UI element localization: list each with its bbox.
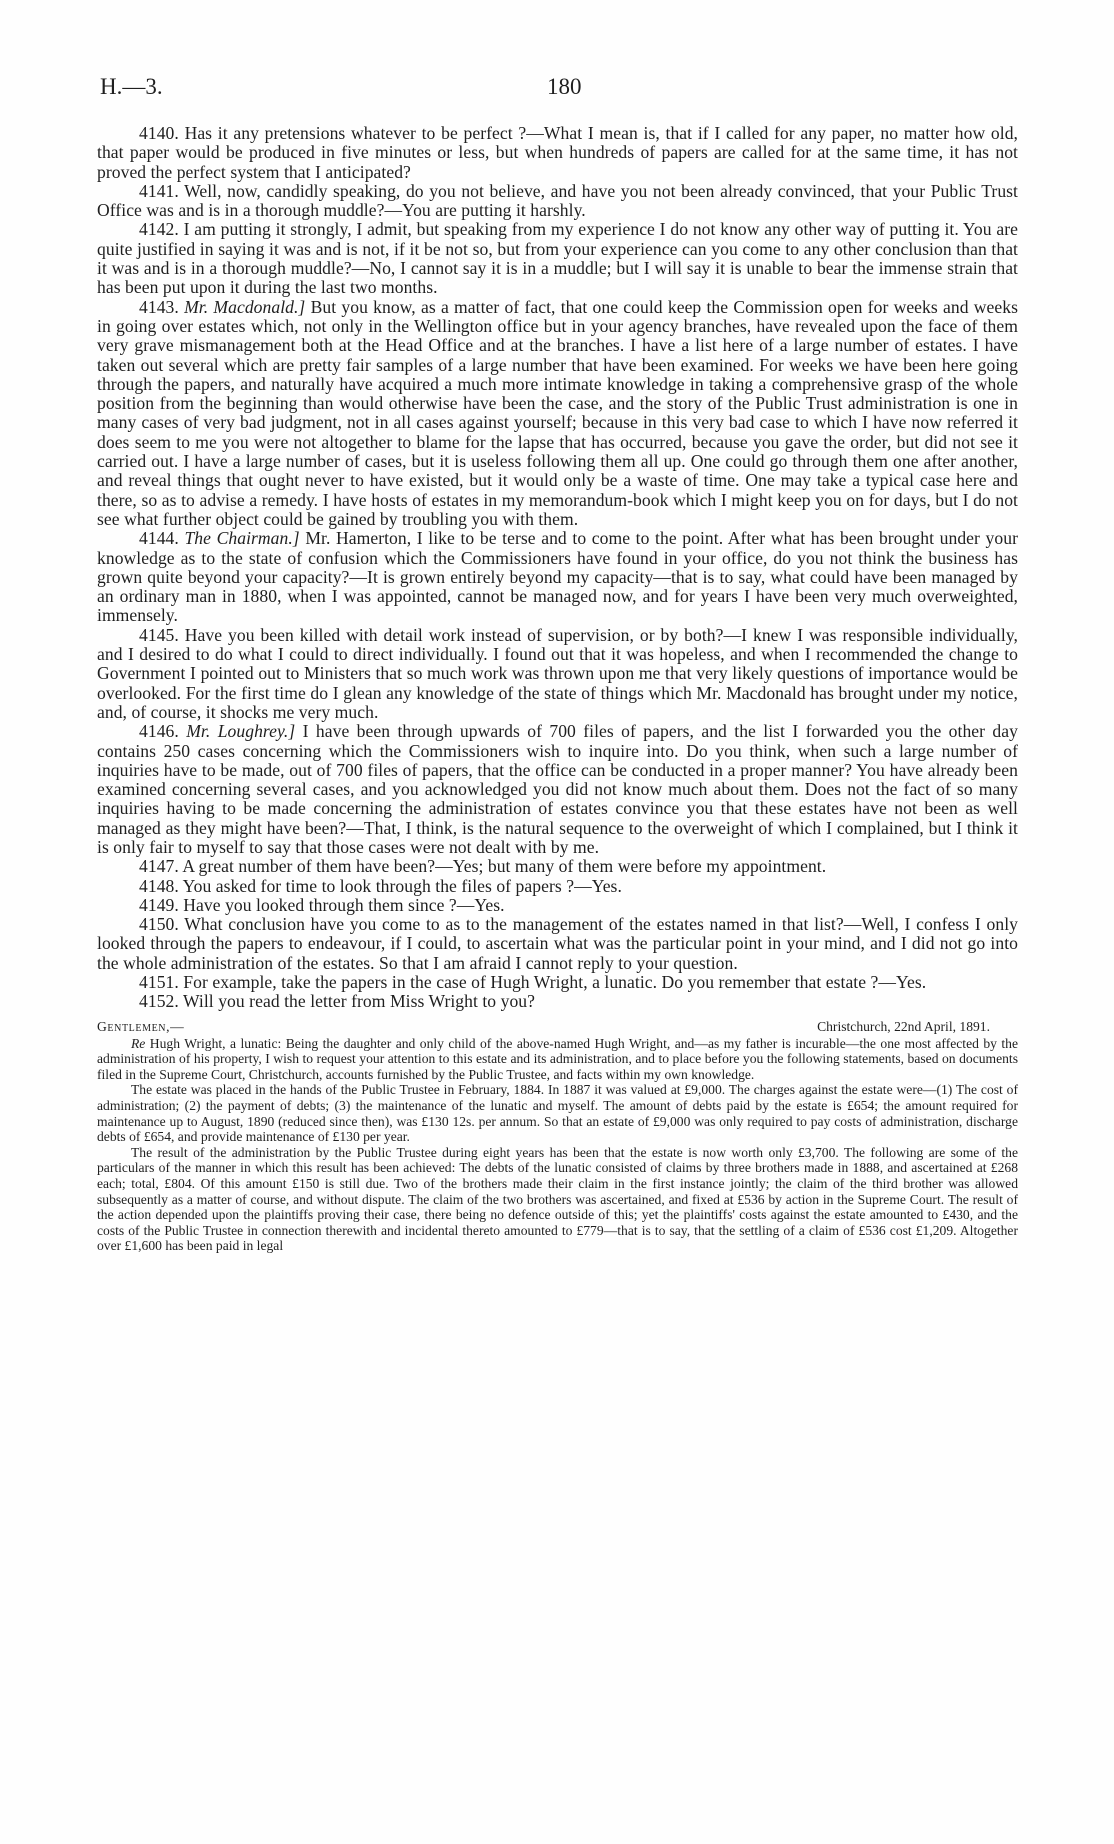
question-number: 4150.: [139, 914, 179, 935]
letter-paragraph-text: The estate was placed in the hands of the Public Trustee in February, 1884. In 1887 it was valued at £9,000. The charges against the estate were—(1) The cost of administration; (2) the payment of debts; (3) the maintenance of the lunatic and myself. The amount of debts paid by the estate is £654; the amount required for maintenance up to August, 1890 (reduced since then), was £130 12s. per annum. So that an estate of £9,000 was only required to pay costs of administration, discharge debts of £654, and provide maintenance of £130 per year.: [97, 1082, 1018, 1145]
question-4142: [97, 220, 1018, 297]
question-number: 4140.: [139, 123, 179, 143]
letter-salutation: Gentlemen,—: [97, 1018, 185, 1034]
question-number: 4142.: [139, 219, 179, 240]
question-text: Have you been killed with detail work instead of supervision, or by both?—I knew I was responsible individually, and I desired to do what I could to direct individually. I found out that it was hopeless, and when I recommended the change to Government I pointed out to Ministers that so much work was thrown upon me that very likely questions of importance would be overlooked. For the first time do I glean any knowledge of the state of things which Mr. Macdonald has brought under my notice, and, of course, it shocks me very much.: [97, 624, 1018, 722]
quoted-letter: [97, 1018, 1018, 1254]
letter-paragraph: [97, 1036, 1018, 1083]
question-4150: [97, 915, 1018, 973]
letter-paragraph: [97, 1082, 1018, 1144]
question-4140: [97, 124, 1018, 182]
question-4151: [97, 973, 1018, 992]
letter-paragraph-text: The result of the administration by the Public Trustee during eight years has been that the estate is now worth only £3,700. The following are some of the particulars of the manner in which this result has been achieved: The debts of the lunatic consisted of claims by three brothers made in 1888, and ascertained at £268 each; total, £804. Of this amount £150 is still due. Two of the brothers made their claim in the first instance jointly; the claim of the third brother was allowed subsequently as a matter of course, and without dispute. The claim of the two brothers was ascertained, and fixed at £536 by action in the Supreme Court. The result of the action depended upon the plaintiffs proving their case, there being no defence outside of this; yet the plaintiffs' costs against the estate amounted to £430, and the costs of the Public Trustee in connection therewith and incidental thereto amounted to £779—that is to say, that the settling of a claim of £536 cost £1,209. Altogether over £1,600 has been paid in legal: [97, 1144, 1018, 1254]
speaker-name: Mr. Macdonald.]: [184, 296, 306, 317]
question-4149: [97, 896, 1018, 915]
question-text: Well, now, candidly speaking, do you not believe, and have you not been already convinced, that your Public Trust Office was and is in a thorough muddle?—You are putting it harshly.: [97, 180, 1018, 221]
question-4143: [97, 298, 1018, 530]
question-text: I am putting it strongly, I admit, but speaking from my experience I do not know any other way of putting it. You are quite justified in saying it was and is not, if it be not so, but from your experience can you come to any other conclusion than that it was and is in a thorough muddle?—No, I cannot say it is in a muddle; but I will say it is unable to bear the immense strain that has been put upon it during the last two months.: [97, 219, 1018, 298]
letter-paragraph-text: Hugh Wright, a lunatic: Being the daughter and only child of the above-named Hugh Wright, and—as my father is incurable—the one most affected by the administration of his property, I wish to request your attention to this estate and its administration, and to place before you the following statements, based on documents filed in the Supreme Court, Christchurch, accounts furnished by the Public Trustee, and facts within my own knowledge.: [97, 1035, 1018, 1082]
letter-paragraph: [97, 1145, 1018, 1254]
letter-dateline: Christchurch, 22nd April, 1891.: [817, 1018, 990, 1034]
question-4141: [97, 182, 1018, 221]
document-reference: H.—3.: [100, 74, 163, 99]
page-number: 180: [547, 74, 582, 99]
question-4145: [97, 626, 1018, 722]
question-text: Will you read the letter from Miss Wright to you?: [182, 991, 536, 1012]
question-4144: [97, 529, 1018, 625]
page-header: [97, 68, 1018, 104]
question-text: A great number of them have been?—Yes; but many of them were before my appointment.: [182, 856, 827, 877]
question-4146: [97, 722, 1018, 857]
question-text: For example, take the papers in the case of Hugh Wright, a lunatic. Do you remember that estate ?—Yes.: [183, 972, 927, 993]
question-text: Have you looked through them since ?—Yes.: [183, 894, 505, 915]
question-4147: [97, 857, 1018, 876]
question-number: 4148.: [139, 875, 179, 896]
question-number: 4149.: [139, 894, 179, 915]
question-number: 4145.: [139, 624, 179, 645]
testimony-body: [97, 124, 1018, 1012]
question-text: You asked for time to look through the files of papers ?—Yes.: [182, 875, 622, 896]
question-text: What conclusion have you come to as to the management of the estates named in that list?—Well, I confess I only looked through the papers to endeavour, if I could, to ascertain what was the particular point in your mind, and I did not go into the whole administration of the estates. So that I am afraid I cannot reply to your question.: [97, 914, 1018, 973]
question-4152: [97, 992, 1018, 1011]
question-4148: [97, 877, 1018, 896]
question-number: 4152.: [139, 991, 179, 1012]
question-text: Mr. Hamerton, I like to be terse and to come to the point. After what has been brought under your knowledge as to the state of confusion which the Commissioners have found in your office, do you not think the business has grown quite beyond your capacity?—It is grown entirely beyond my capacity—that is to say, what could have been managed by an ordinary man in 1880, when I was appointed, cannot be managed now, and for years I have been very much overweighted, immensely.: [97, 528, 1018, 626]
question-number: 4141.: [139, 180, 179, 201]
question-text: I have been through upwards of 700 files of papers, and the list I forwarded you the other day contains 250 cases concerning which the Commissioners wish to inquire into. Do you think, when such a large number of inquiries have to be made, out of 700 files of papers, that the office can be conducted in a proper manner? You have already been examined concerning several cases, and you acknowledged you did not know much about them. Does not the fact of so many inquiries having to be made concerning the administration of estates convince you that these estates have not been as well managed as they might have been?—That, I think, is the natural sequence to the overweight of which I complained, but I think it is only fair to myself to say that those cases were not dealt with by me.: [97, 721, 1018, 857]
letter-re-label: Re: [131, 1035, 146, 1051]
question-number: 4151.: [139, 972, 179, 993]
question-text: Has it any pretensions whatever to be perfect ?—What I mean is, that if I called for any paper, no matter how old, that paper would be produced in five minutes or less, but when hundreds of papers are called for at the same time, it has not proved the perfect system that I anticipated?: [97, 123, 1018, 182]
question-number: 4147.: [139, 856, 179, 877]
speaker-name: The Chairman.]: [184, 528, 300, 549]
speaker-name: Mr. Loughrey.]: [186, 721, 296, 742]
letter-heading: [97, 1018, 1018, 1036]
question-number: 4143.: [139, 296, 179, 317]
question-number: 4146.: [139, 721, 179, 742]
question-number: 4144.: [139, 528, 179, 549]
question-text: But you know, as a matter of fact, that one could keep the Commission open for weeks and weeks in going over estates which, not only in the Wellington office but in your agency branches, have revealed upon the face of them very grave mismanagement both at the Head Office and at the branches. I have a list here of a large number of estates. I have taken out several which are pretty fair samples of a large number that have been examined. For weeks we have been here going through the papers, and naturally have acquired a much more intimate knowledge in taking a comprehensive grasp of the whole position from the beginning than would otherwise have been the case, and the story of the Public Trust administration is one in many cases of very bad judgment, not in all cases against yourself; because in this very bad case to which I have now referred it does seem to me you were not altogether to blame for the lapse that has occurred, because you gave the order, but did not see it carried out. I have a large number of cases, but it is useless following them all up. One could go through them one after another, and reveal things that ought never to have existed, but it would only be a waste of time. One may take a typical case here and there, so as to advise a remedy. I have hosts of estates in my memorandum-book which I might keep you on for days, but I do not see what further object could be gained by troubling you with them.: [97, 296, 1019, 529]
